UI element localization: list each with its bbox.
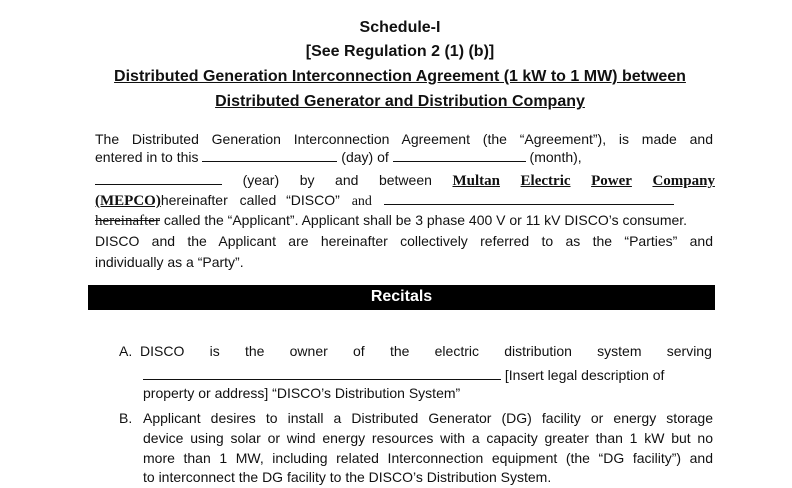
recital-b-line-4: to interconnect the DG facility to the DISCO’s Distribution System. bbox=[143, 469, 552, 485]
regulation-reference: [See Regulation 2 (1) (b)] bbox=[305, 43, 495, 60]
agreement-title-line-2: Distributed Generator and Distribution Company bbox=[215, 93, 585, 110]
intro-line-4 bbox=[95, 192, 715, 210]
month-blank[interactable] bbox=[393, 149, 526, 162]
hereinafter-word: hereinafter bbox=[160, 192, 228, 208]
recital-b-line-1: Applicant desires to install a Distributed Generator (DG) facility or energy storage bbox=[143, 410, 713, 426]
day-label: (day) of bbox=[341, 149, 389, 165]
day-blank[interactable] bbox=[202, 149, 337, 162]
recital-b-line-2: device using solar or wind energy resources with a capacity greater than 1 kW but no bbox=[143, 430, 713, 446]
intro-line-5 bbox=[95, 212, 715, 230]
legal-description-hint: [Insert legal description of bbox=[504, 367, 665, 383]
entered-text: entered in to this bbox=[95, 149, 199, 165]
schedule-heading: Schedule-I bbox=[359, 19, 441, 36]
recital-a-line-2 bbox=[143, 367, 664, 384]
between-word: between bbox=[378, 172, 432, 188]
intro-line-2 bbox=[95, 149, 715, 166]
recital-a-word: of bbox=[353, 343, 365, 359]
mepco-abbreviation: (MEPCO) bbox=[95, 193, 161, 209]
recital-b-line-3: more than 1 MW, including related Interconnection equipment (the “DG facility”) and bbox=[143, 450, 713, 466]
company-word-electric: Electric bbox=[520, 173, 571, 189]
recital-a-word: DISCO bbox=[140, 343, 185, 359]
recital-a-word: owner bbox=[289, 343, 328, 359]
intro-line-6: DISCO and the Applicant are hereinafter collectively referred to as the “Parties” and bbox=[95, 233, 713, 249]
called-word: called bbox=[239, 192, 277, 208]
month-label: (month), bbox=[529, 149, 582, 165]
company-word-multan: Multan bbox=[452, 173, 500, 189]
recital-a-word: electric bbox=[434, 343, 479, 359]
recital-a-line-3: property or address] “DISCO’s Distribution System” bbox=[143, 385, 461, 401]
hereinafter-word-2: hereinafter bbox=[95, 213, 160, 229]
recital-a-word: is bbox=[209, 343, 220, 359]
recital-a-word: system bbox=[597, 343, 642, 359]
year-blank[interactable] bbox=[95, 172, 222, 185]
year-label: (year) bbox=[242, 172, 280, 188]
company-word-company: Company bbox=[652, 173, 715, 189]
recital-b-marker: B. bbox=[119, 410, 133, 426]
recitals-heading: Recitals bbox=[88, 285, 715, 310]
recital-a-line-1 bbox=[140, 343, 712, 360]
recital-a-word: the bbox=[389, 343, 410, 359]
recital-a-word: serving bbox=[666, 343, 712, 359]
intro-line-7: individually as a “Party”. bbox=[95, 254, 244, 270]
and-word-2: and bbox=[351, 194, 372, 209]
and-word: and bbox=[335, 172, 359, 188]
applicant-name-blank[interactable] bbox=[384, 192, 674, 205]
applicant-definition: called the “Applicant”. Applicant shall be 3 phase 400 V or 11 kV DISCO’s consumer. bbox=[163, 212, 688, 228]
by-word: by bbox=[299, 172, 315, 188]
intro-line-1: The Distributed Generation Interconnection Agreement (the “Agreement”), is made and bbox=[95, 131, 713, 147]
recital-a-word: distribution bbox=[504, 343, 572, 359]
intro-line-3 bbox=[95, 172, 715, 190]
recital-a-word: the bbox=[244, 343, 265, 359]
company-word-power: Power bbox=[591, 173, 632, 189]
legal-description-blank[interactable] bbox=[143, 367, 501, 380]
agreement-title-line-1: Distributed Generation Interconnection Agreement (1 kW to 1 MW) between bbox=[114, 68, 686, 85]
disco-quote: “DISCO” bbox=[286, 192, 340, 208]
recital-a-marker: A. bbox=[119, 343, 133, 359]
